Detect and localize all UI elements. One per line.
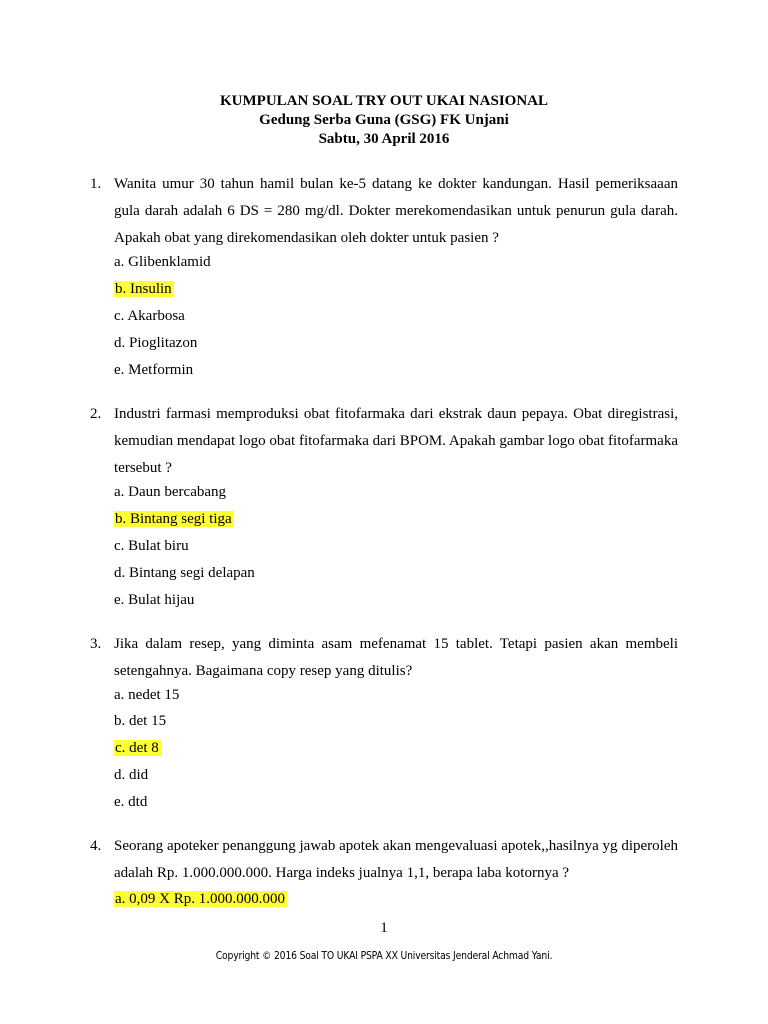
option-c: c. Bulat biru [114, 538, 189, 554]
question-number: 2. [90, 406, 102, 422]
option-e: e. Metformin [114, 362, 194, 378]
question-number: 1. [90, 176, 102, 192]
option-e: e. Bulat hijau [114, 592, 195, 608]
option-a: a. nedet 15 [114, 687, 180, 703]
option-d: d. did [114, 767, 149, 783]
option-d: d. Bintang segi delapan [114, 565, 255, 581]
option-a-answer: a. 0,09 X Rp. 1.000.000.000 [115, 891, 285, 907]
document-title: KUMPULAN SOAL TRY OUT UKAI NASIONAL [220, 93, 548, 109]
copyright-footer: Copyright © 2016 Soal TO UKAI PSPA XX Universitas Jenderal Achmad Yani. [215, 949, 553, 962]
question-text: Seorang apoteker penanggung jawab apotek akan mengevaluasi apotek,,hasilnya yg diperoleh adalah Rp. 1.000.000.000. Harga indeks jualnya 1,1, berapa laba kotornya ? [114, 838, 678, 881]
option-b: b. det 15 [114, 713, 167, 729]
question-text: Wanita umur 30 tahun hamil bulan ke-5 datang ke dokter kandungan. Hasil pemeriksaaan gula darah adalah 6 DS = 280 mg/dl. Dokter merekomendasikan untuk penurun gula darah. Apakah obat yang direkomendasikan oleh dokter untuk pasien ? [114, 176, 678, 246]
option-e: e. dtd [114, 794, 148, 810]
question-text: Jika dalam resep, yang diminta asam mefenamat 15 tablet. Tetapi pasien akan membeli setengahnya. Bagaimana copy resep yang ditulis? [114, 636, 678, 679]
option-b-answer: b. Bintang segi tiga [115, 511, 232, 527]
question-number: 3. [90, 636, 102, 652]
option-c: c. Akarbosa [114, 308, 185, 324]
option-a: a. Glibenklamid [114, 254, 211, 270]
option-b-answer: b. Insulin [115, 281, 172, 297]
document-venue: Gedung Serba Guna (GSG) FK Unjani [259, 112, 509, 128]
question-number: 4. [90, 838, 102, 854]
document-date: Sabtu, 30 April 2016 [318, 131, 450, 147]
page-number: 1 [380, 920, 388, 936]
document-header [0, 92, 768, 149]
option-a: a. Daun bercabang [114, 484, 227, 500]
option-d: d. Pioglitazon [114, 335, 198, 351]
option-c-answer: c. det 8 [115, 740, 159, 756]
question-text: Industri farmasi memproduksi obat fitofarmaka dari ekstrak daun pepaya. Obat diregistrasi, kemudian mendapat logo obat fitofarmaka dari BPOM. Apakah gambar logo obat fitofarmaka tersebut ? [114, 406, 679, 476]
